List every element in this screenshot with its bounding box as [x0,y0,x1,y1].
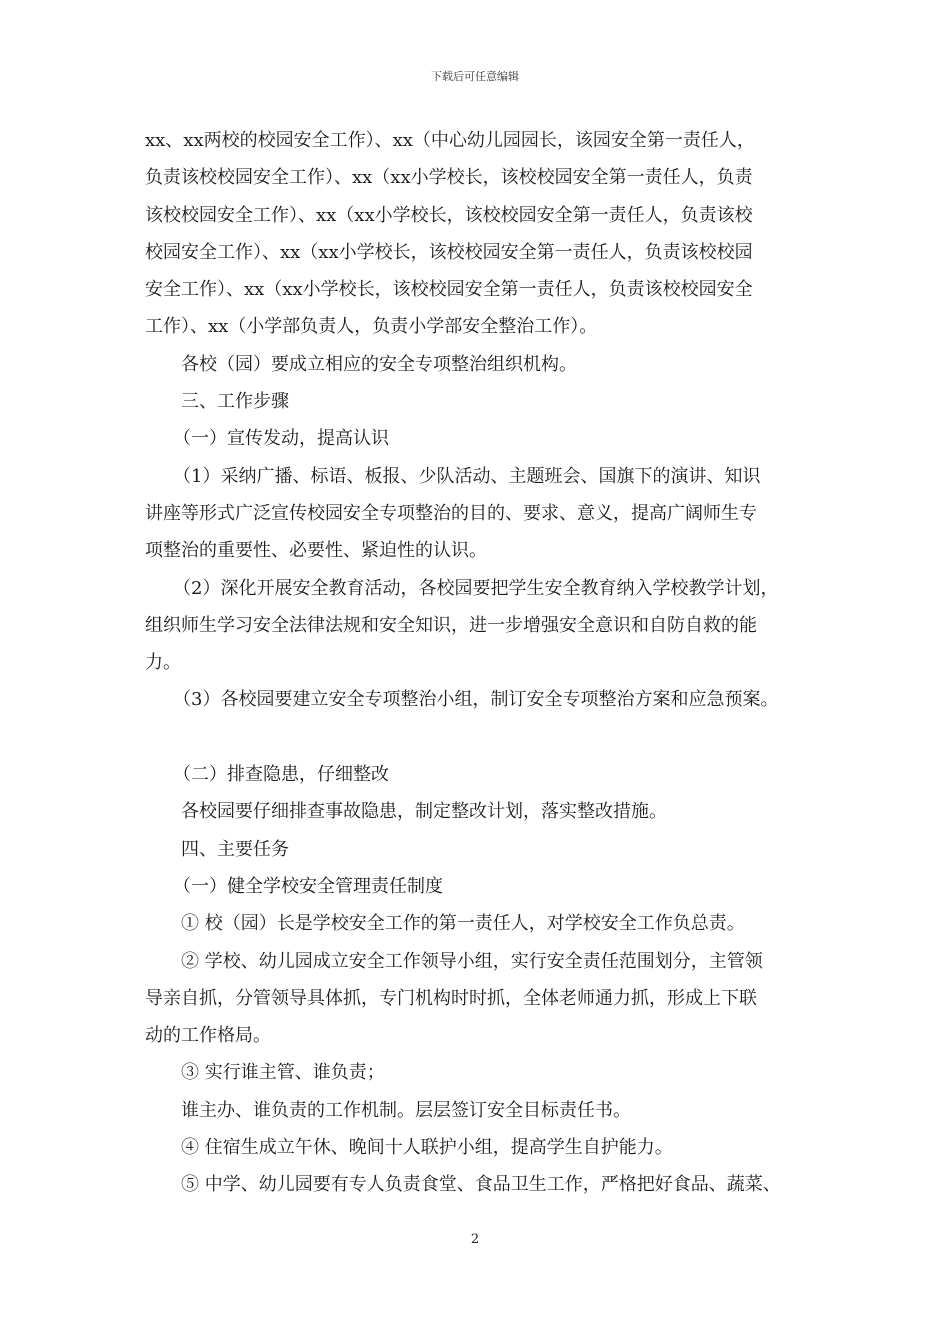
body-line: 力。 [145,652,181,674]
document-body [145,122,825,1204]
body-line: xx、xx两校的校园安全工作）、xx（中心幼儿园园长，该园安全第一责任人， [145,130,755,151]
body-line: （二）排查隐患，仔细整改 [173,764,389,786]
body-line: 该校校园安全工作）、xx（xx小学校长，该校校园安全第一责任人，负责该校 [145,204,753,226]
body-line: 校园安全工作）、xx（xx小学校长，该校校园安全第一责任人，负责该校校园 [145,241,753,263]
body-line: （2）深化开展安全教育活动，各校园要把学生安全教育纳入学校教学计划， [173,577,779,599]
body-line: ⑤ 中学、幼儿园要有专人负责食堂、食品卫生工作，严格把好食品、蔬菜、 [181,1174,781,1196]
body-line: ① 校（园）长是学校安全工作的第一责任人，对学校安全工作负总责。 [181,913,745,935]
body-line: 各校（园）要成立相应的安全专项整治组织机构。 [181,353,577,375]
body-line: 导亲自抓，分管领导具体抓，专门机构时时抓，全体老师通力抓，形成上下联 [145,987,757,1009]
body-line: ③ 实行谁主管、谁负责； [181,1062,385,1084]
body-line: 负责该校校园安全工作）、xx（xx小学校长，该校校园安全第一责任人，负责 [145,167,753,189]
page-header: 下载后可任意编辑 [431,70,519,83]
body-line: 三、工作步骤 [181,391,289,413]
body-line: （一）宣传发动，提高认识 [173,428,389,450]
body-line: （一）健全学校安全管理责任制度 [173,875,443,897]
body-line: 动的工作格局。 [145,1025,271,1047]
body-line: 安全工作）、xx（xx小学校长，该校校园安全第一责任人，负责该校校园安全 [145,279,753,301]
page-number: 2 [470,1232,480,1247]
body-line: ② 学校、幼儿园成立安全工作领导小组，实行安全责任范围划分，主管领 [181,950,763,972]
body-line: 组织师生学习安全法律法规和安全知识，进一步增强安全意识和自防自救的能 [145,614,757,636]
body-line: 工作）、xx（小学部负责人，负责小学部安全整治工作）。 [145,316,598,338]
body-line: 讲座等形式广泛宣传校园安全专项整治的目的、要求、意义，提高广阔师生专 [145,502,757,524]
body-line: 项整治的重要性、必要性、紧迫性的认识。 [145,540,487,562]
blank-line [145,719,825,756]
body-line: ④ 住宿生成立午休、晚间十人联护小组，提高学生自护能力。 [181,1137,673,1159]
body-line: 各校园要仔细排查事故隐患，制定整改计划，落实整改措施。 [181,801,667,823]
body-line: （3）各校园要建立安全专项整治小组，制订安全专项整治方案和应急预案。 [173,689,779,711]
body-line: 四、主要任务 [181,838,289,860]
body-line: （1）采纳广播、标语、板报、少队活动、主题班会、国旗下的演讲、知识 [173,465,761,487]
body-line: 谁主办、谁负责的工作机制。层层签订安全目标责任书。 [181,1099,631,1121]
